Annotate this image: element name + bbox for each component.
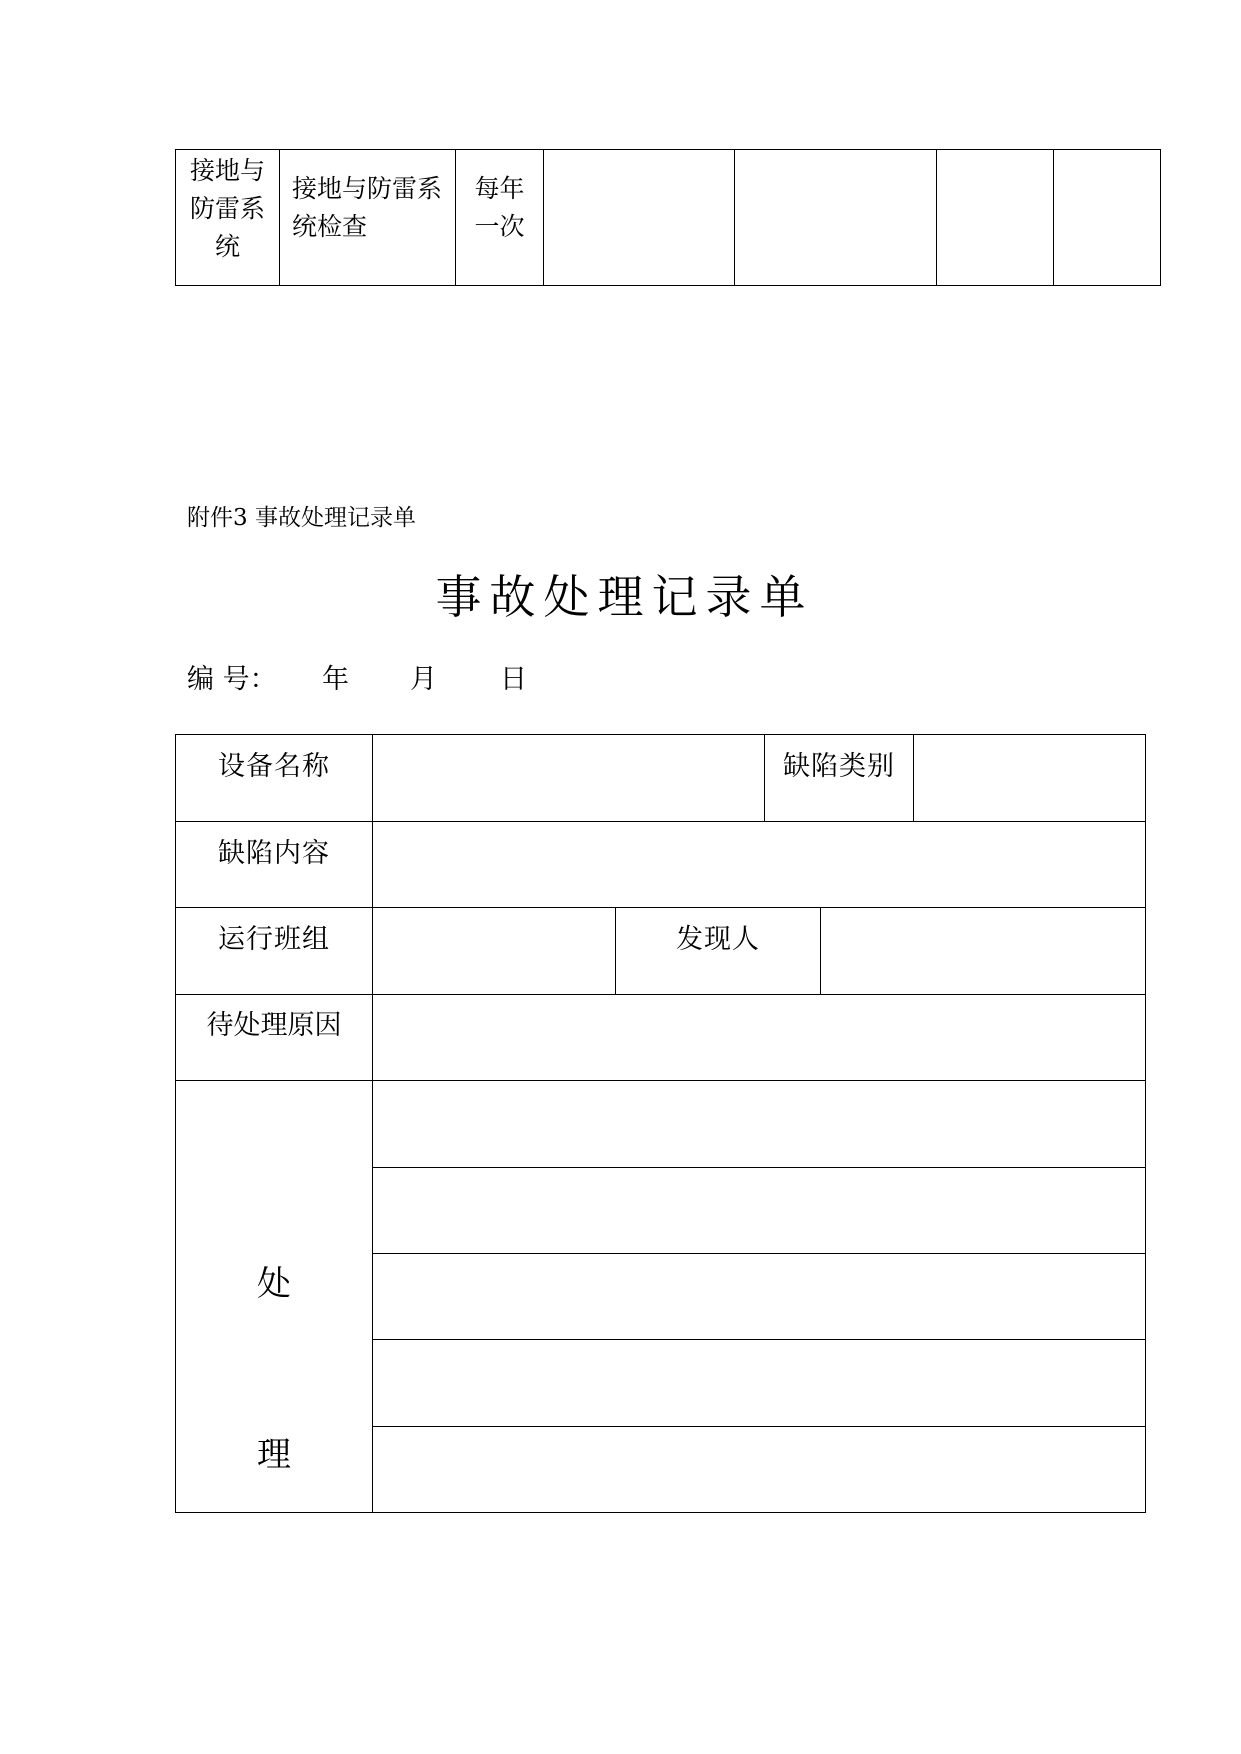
form-border — [372, 1253, 1146, 1254]
form-border — [913, 734, 914, 821]
top-table-content-line: 接地与防雷系 — [292, 174, 443, 203]
pending-reason-label: 待处理原因 — [206, 1010, 342, 1041]
month-label: 月 — [410, 664, 437, 695]
device-name-label: 设备名称 — [218, 751, 330, 782]
top-table-border — [175, 285, 1160, 286]
form-border — [372, 1167, 1146, 1168]
operation-team-label: 运行班组 — [218, 924, 330, 955]
top-table-border — [734, 149, 735, 286]
handling-label-char-1: 处 — [257, 1264, 291, 1304]
top-table-item-cell — [176, 152, 279, 266]
form-border — [175, 1512, 1146, 1513]
top-table-border — [1160, 149, 1161, 286]
form-border — [175, 1080, 1146, 1081]
discoverer-label: 发现人 — [676, 924, 760, 955]
defect-content-label: 缺陷内容 — [218, 838, 330, 869]
form-border — [175, 907, 1146, 908]
top-table-content-cell — [292, 170, 454, 246]
top-table-border — [175, 149, 1160, 150]
form-border — [1145, 734, 1146, 1513]
year-label: 年 — [322, 664, 349, 695]
attachment-label: 附件3 事故处理记录单 — [187, 505, 416, 531]
serial-number-label: 编 号： — [187, 664, 277, 695]
top-table-border — [936, 149, 937, 286]
form-border — [175, 821, 1146, 822]
form-title: 事故处理记录单 — [435, 570, 814, 624]
form-border — [372, 734, 373, 1513]
form-border — [175, 734, 1146, 735]
form-border — [372, 1426, 1146, 1427]
top-table-item-line: 统 — [214, 232, 240, 261]
form-border — [820, 907, 821, 994]
top-table-item-line: 接地与 — [189, 156, 265, 185]
form-border — [175, 994, 1146, 995]
top-table-cycle-cell — [456, 170, 543, 246]
top-table-cycle-line: 每年 — [474, 174, 525, 203]
top-table-border — [543, 149, 544, 286]
top-table-content-line: 统检查 — [292, 212, 368, 241]
day-label: 日 — [500, 664, 527, 695]
handling-label-char-2: 理 — [257, 1435, 291, 1475]
top-table-cycle-line: 一次 — [474, 212, 525, 241]
form-border — [372, 1339, 1146, 1340]
top-table-item-line: 防雷系 — [189, 194, 265, 223]
top-table-border — [279, 149, 280, 286]
defect-category-label: 缺陷类别 — [783, 751, 895, 782]
top-table-border — [1053, 149, 1054, 286]
